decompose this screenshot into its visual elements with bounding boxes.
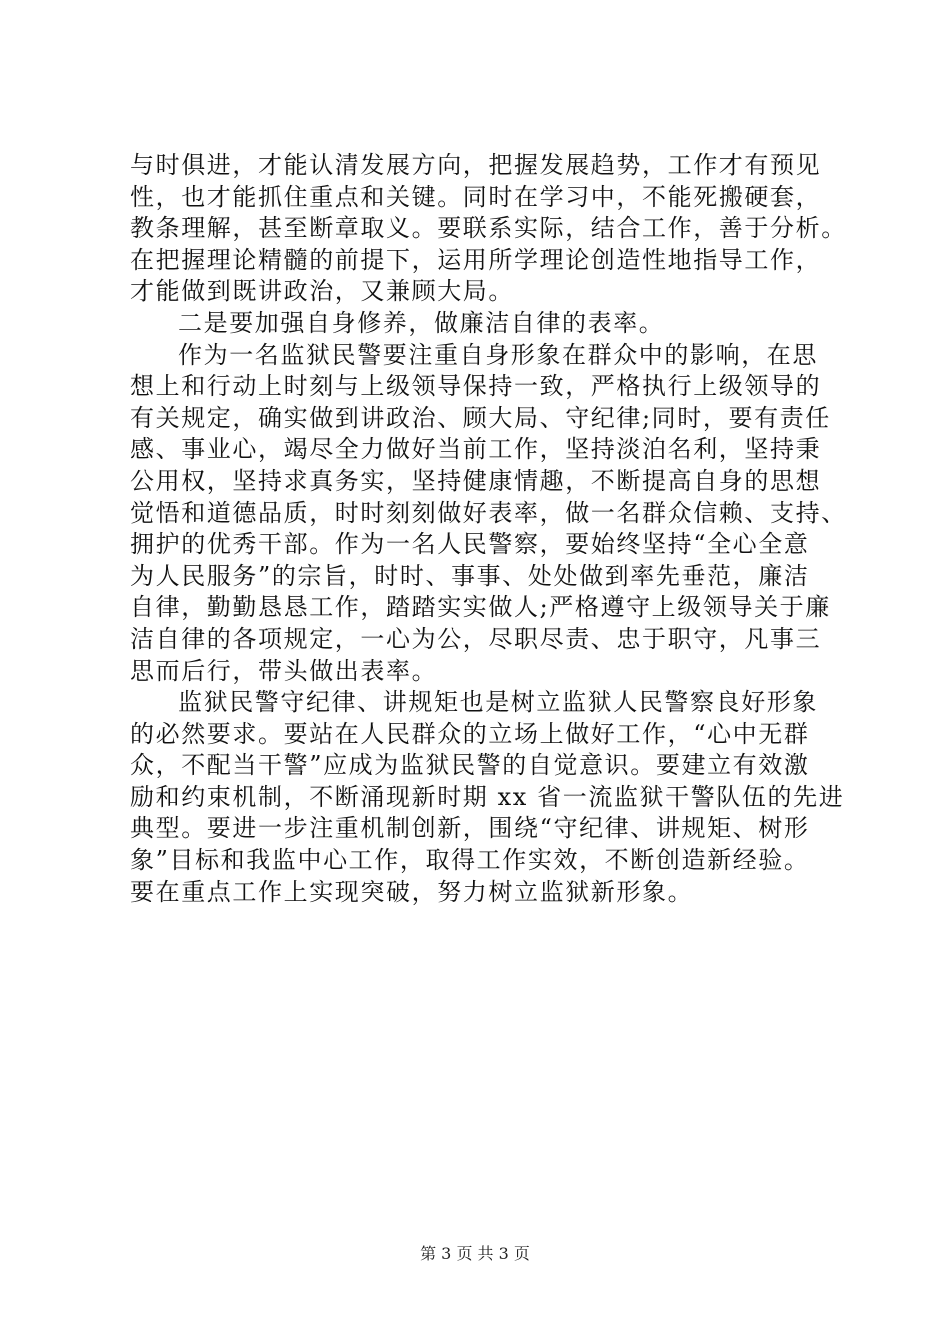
- text-line: 才能做到既讲政治，又兼顾大局。: [130, 277, 514, 306]
- text-line: 思而后行，带头做出表率。: [130, 656, 438, 685]
- page-number: 第 3 页 共 3 页: [420, 1244, 530, 1263]
- text-line: 与时俱进，才能认清发展方向，把握发展趋势，工作才有预见: [130, 151, 822, 179]
- paragraph-first-line: 作为一名监狱民警要注重自身形象在群众中的影响，在思: [178, 340, 818, 369]
- text-line: 象”目标和我监中心工作，取得工作实效，不断创造新经验。: [130, 846, 810, 875]
- text-line: 的必然要求。要站在人民群众的立场上做好工作，“心中无群: [130, 719, 810, 748]
- text-line: 洁自律的各项规定，一心为公，尽职尽责、忠于职守，凡事三: [130, 624, 822, 653]
- text-line: 自律，勤勤恳恳工作，踏踏实实做人;严格遵守上级领导关于廉: [130, 593, 831, 622]
- page-footer: [0, 1244, 950, 1264]
- text-line: 公用权，坚持求真务实，坚持健康情趣，不断提高自身的思想: [130, 466, 822, 495]
- text-line: 感、事业心，竭尽全力做好当前工作，坚持淡泊名利，坚持秉: [130, 435, 822, 464]
- text-line: 为人民服务”的宗旨，时时、事事、处处做到率先垂范，廉洁: [130, 561, 810, 590]
- text-line: 有关规定，确实做到讲政治、顾大局、守纪律;同时，要有责任: [130, 403, 831, 432]
- paragraph-first-line: 监狱民警守纪律、讲规矩也是树立监狱人民警察良好形象: [178, 688, 818, 717]
- text-line: 觉悟和道德品质，时时刻刻做好表率，做一名群众信赖、支持、: [130, 498, 847, 527]
- text-line: 在把握理论精髓的前提下，运用所学理论创造性地指导工作，: [130, 245, 822, 274]
- document-body: [130, 150, 850, 908]
- text-line: 想上和行动上时刻与上级领导保持一致，严格执行上级领导的: [130, 372, 822, 401]
- text-line: 励和约束机制，不断涌现新时期 xx 省一流监狱干警队伍的先进: [130, 782, 845, 811]
- text-line: 教条理解，甚至断章取义。要联系实际，结合工作，善于分析。: [130, 214, 847, 243]
- text-line: 要在重点工作上实现突破，努力树立监狱新形象。: [130, 877, 694, 906]
- text-line: 典型。要进一步注重机制创新，围绕“守纪律、讲规矩、树形: [130, 814, 810, 843]
- text-line: 性，也才能抓住重点和关键。同时在学习中，不能死搬硬套，: [130, 182, 822, 211]
- section-heading: 二是要加强自身修养，做廉洁自律的表率。: [178, 308, 665, 337]
- text-line: 众，不配当干警”应成为监狱民警的自觉意识。要建立有效激: [130, 751, 810, 780]
- text-line: 拥护的优秀干部。作为一名人民警察，要始终坚持“全心全意: [130, 530, 810, 559]
